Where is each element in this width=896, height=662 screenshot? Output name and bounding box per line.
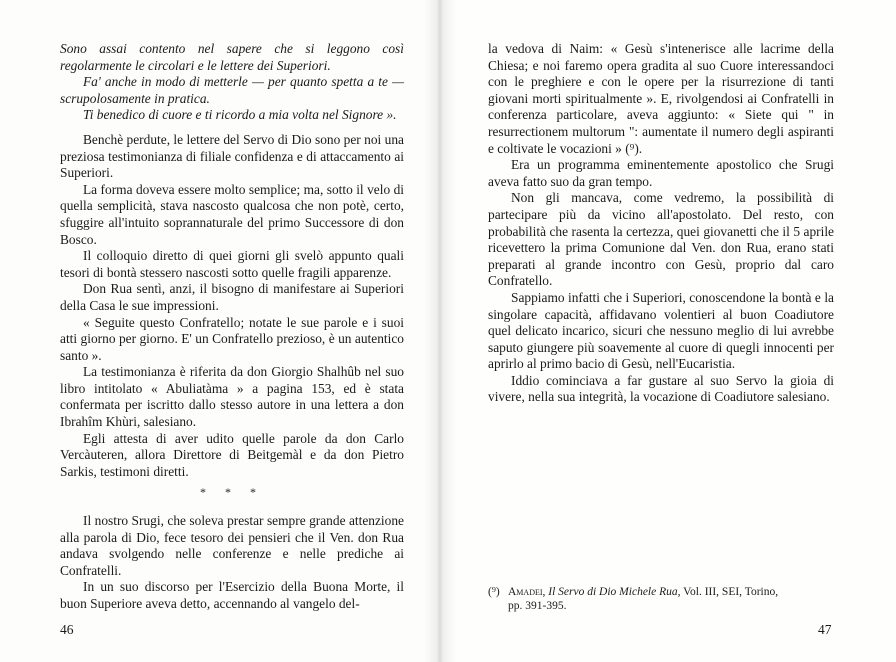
paragraph: Benchè perdute, le lettere del Servo di Dio sono per noi una preziosa testimonianza di filiale confidenza e di attaccamento ai Superiori.	[60, 131, 404, 181]
section-break: * * *	[200, 485, 264, 500]
paragraph: Ti benedico di cuore e ti ricordo a mia volta nel Signore ».	[83, 107, 397, 123]
paragraph: « Seguite questo Confratello; notate le sue parole e i suoi atti giorno per giorno. E' un Confratello prezioso, è un autentico santo ».	[60, 314, 404, 363]
left-page	[0, 0, 440, 662]
paragraph: La forma doveva essere molto semplice; ma, sotto il velo di quella semplicità, stava nascosto qualcosa che non potè, certo, sfuggire all'intuito soprannaturale del primo Successore di don Bosco.	[60, 181, 404, 247]
footnote-pages: pp. 391-395.	[508, 599, 567, 612]
footnote-marker: (⁹)	[488, 586, 500, 598]
paragraph: la vedova di Naim: « Gesù s'intenerisce alle lacrime della Chiesa; e noi faremo opera gradita al suo Cuore interessandoci con le preghiere e con le opere per la risurrezione di tanti giovani morti spiritualmente ». E, rivolgendosi ai Confratelli in conferenza particolare, aveva aggiunto: « Siete qui " in resurrectionem multorum ": aumentate il numero degli aspiranti e coltivate le vocazioni » (⁹).	[488, 41, 834, 156]
paragraph: La testimonianza è riferita da don Giorgio Shalhûb nel suo libro intitolato « Abuliatàma » a pagina 153, ed è stata confermata per iscritto dallo stesso autore in una lettera a don Ibrahîm Khùri, salesiano.	[60, 364, 404, 430]
paragraph: In un suo discorso per l'Esercizio della Buona Morte, il buon Superiore aveva detto, accennando al vangelo del-	[60, 579, 404, 611]
footnote	[488, 586, 834, 613]
paragraph: Iddio cominciava a far gustare al suo Servo la gioia di vivere, nella sua integrità, la vocazione di Coadiutore salesiano.	[488, 372, 834, 405]
left-page-text	[60, 41, 404, 613]
paragraph: Don Rua sentì, anzi, il bisogno di manifestare ai Superiori della Casa le sue impressioni.	[60, 281, 404, 313]
paragraph: Egli attesta di aver udito quelle parole da don Carlo Vercàuteren, allora Direttore di Beitgemàl e da don Pietro Sarkis, testimoni diretti.	[60, 430, 404, 479]
footnote-author: Amadei,	[508, 586, 546, 598]
right-page	[440, 0, 896, 662]
paragraph: Non gli mancava, come vedremo, la possibilità di partecipare più da vicino all'apostolato. Del resto, con probabilità che rasenta la certezza, quei giovanetti che il 5 aprile ricevettero la prima Comunione dal Ven. don Rua, erano stati preparati al grande incontro con Gesù, proprio dal caro Confratello.	[488, 190, 834, 289]
footnote-title: Il Servo di Dio Michele Rua,	[548, 586, 681, 598]
right-page-text	[488, 41, 834, 406]
left-page-number: 46	[60, 622, 74, 637]
paragraph-spacer	[60, 124, 404, 132]
paragraph: Sono assai contento nel sapere che si leggono così regolarmente le circolari e le lettere dei Superiori.	[60, 41, 404, 73]
right-page-number: 47	[818, 622, 832, 637]
paragraph: Il nostro Srugi, che soleva prestar sempre grande attenzione alla parola di Dio, fece tesoro dei pensieri che il Ven. don Rua andava svolgendo nelle conferenze e nelle prediche ai Confratelli.	[60, 513, 404, 578]
paragraph: Sappiamo infatti che i Superiori, conoscendone la bontà e la singolare capacità, affidavano volentieri al buon Coadiutore quel delicato incarico, sicuri che nessuno meglio di lui avrebbe saputo giungere più soavemente al cuore di quegli innocenti per aprirlo al primo bacio di Gesù, nell'Eucaristia.	[488, 289, 834, 372]
paragraph: Il colloquio diretto di quei giorni gli svelò appunto quali tesori di bontà stessero nascosti sotto quelle fragili apparenze.	[60, 248, 404, 280]
paragraph: Fa' anche in modo di metterle — per quanto spetta a te — scrupolosamente in pratica.	[60, 74, 404, 106]
paragraph: Era un programma eminentemente apostolico che Srugi aveva fatto suo da gran tempo.	[488, 157, 834, 189]
book-gutter	[424, 0, 456, 662]
footnote-details: Vol. III, SEI, Torino,	[683, 586, 779, 598]
